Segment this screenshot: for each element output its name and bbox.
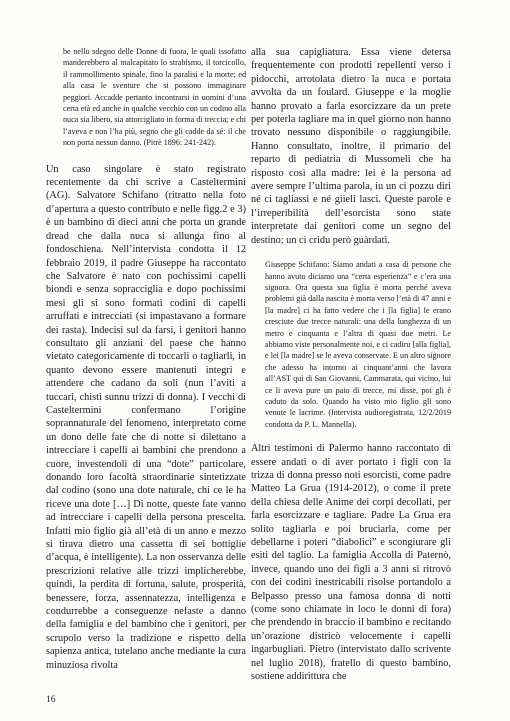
page-number: 16 bbox=[46, 695, 56, 705]
interview-excerpt: Giuseppe Schifano: Siamo andati a casa di persone che hanno avuto diciamo una “certa esperienza” e c’era una signora. Ora questa sua figlia è morta perché aveva problemi già dalla nascita è morta verso l’età di 47 anni e [la madre] ci ha fatto vedere che i [la figlia] le erano cresciute due trecce naturali: una della lunghezza di un metro e cinquanta e l’altra di quasi due metri. Le abbiamo viste personalmente noi, e ci cadiru [alla figlia], e lei [la madre] se le aveva conservate. E un altro signore che adesso ha intorno ai cinquant’anni che lavora all’AST qui di San Giovanni, Cammarata, qui vicino, lui ce li aveva pure un paio di trecce, mi disse, poi gli è caduto da solo. Quando ha visto mio figlio gli sono venute le lacrime. (Intervista audioregistrata, 12/2/2019 condotta da P. L. Mannella). bbox=[265, 260, 451, 429]
right-column bbox=[251, 46, 451, 684]
left-column bbox=[46, 46, 246, 672]
body-paragraph: Altri testimoni di Palermo hanno raccontato di essere andati o di aver portato i figli con la trizza di donna presso noti esorcisti, come padre Matteo La Grua (1914-2012), o come il prete della chiesa delle Anime dei corpi decollati, per farla esorcizzare e tagliare. Padre La Grua era solito tagliarla e poi bruciarla, come per debellarne i poteri “diabolici” e scongiurare gli esiti del taglio. La famiglia Accolla di Paternò, invece, quando uno dei figli a 3 anni si ritrovò con dei codini inestricabili risolse portandolo a Belpasso presso una famosa donna di notti (come sono chiamate in loco le donni di fora) che prendendo in braccio il bambino e recitando un’orazione districò velocemente i capelli ingarbugliati. Pietro (intervistato dallo scrivente nel luglio 2018), fratello di questo bambino, sostiene addirittura che bbox=[251, 443, 451, 683]
body-paragraph: Un caso singolare è stato registrato recentemente da chi scrive a Casteltermini (AG). Salvatore Schifano (ritratto nella foto d’apertura a questo contributo e nelle figg.2 e 3) è un bambino di dieci anni che porta un grande dread che dalla nuca si allunga fino al fondoschiena. Nell’intervista condotta il 12 febbraio 2019, il padre Giuseppe ha raccontato che Salvatore è nato con pochissimi capelli biondi e senza sopracciglia e dopo pochissimi mesi gli si sono formati codini di capelli arruffati e intrecciati (si impastavano a formare dei rasta). Indecisi sul da farsi, i genitori hanno consultato gli anziani del paese che hanno vietato categoricamente di toccarli o tagliarli, in quanto devono essere mantenuti integri e attendere che cadano da soli (nun l’aviti a tuccari, chisti sunnu trizzi di donna). I vecchi di Casteltermini confermano l’origine soprannaturale del fenomeno, interpretato come un dono delle fate che di notte si dilettano a intrecciare i capelli ai bambini che prendono a cuore, investendoli di una “dote” particolare, donando loro facoltà straordinarie sintetizzate dal codino (sono una dote naturale, chi ce le ha riceve una dote […] Di notte, queste fate vanno ad intrecciare i capelli della persona prescelta. Infatti mio figlio già all’età di un anno e mezzo si tirava dietro una cassetta di sei bottiglie d’acqua, è intelligente). La non osservanza delle prescrizioni relative alle trizzi implicherebbe, quindi, la perdita di fortuna, salute, prosperità, benessere, forza, assennatezza, intelligenza e condurrebbe a conseguenze nefaste a danno della famiglia e del bambino che i genitori, per scrupolo verso la tradizione e rispetto della sapienza antica, tutelano anche mediante la cura minuziosa rivolta bbox=[46, 163, 246, 671]
block-quote: be nello sdegno delle Donne di fuora, le quali issofatto manderebbero al malcapitato lo strabismo, il torcicollo, il rammollimento spinale, fino la paralisi e la morte; ed alla casa le sventure che si possono immaginare peggiori. Accadde pertanto incontrarsi in uomini d’una certa età ed anche in qualche vecchio con un codino alla nuca sia libero, sia attorcigliato in forma di treccia; e chi l’aveva e non l’ha più, segno che gli cadde da sé: il che non porta nessun danno. (Pitrè 1896: 241-242). bbox=[63, 47, 246, 148]
body-paragraph: alla sua capigliatura. Essa viene detersa frequentemente con prodotti repellenti verso i pidocchi, arrotolata dietro la nuca e portata avvolta da un foulard. Giuseppe e la moglie hanno provato a farla esorcizzare da un prete per poterla tagliare ma in quel giorno non hanno trovato nessuno disponibile o raggiungibile. Hanno consultato, inoltre, il primario del reparto di pediatria di Mussomeli che ha risposto così alla madre: lei è la persona ad avere sempre l’ultima parola, iu un ci pozzu diri né ci tagliassi e né giieli lasci. Queste parole e l’irreperibilità dell’esorcista sono state interpretate dai genitori come un segno del destino; un ci cridu però guàrdati. bbox=[251, 47, 451, 246]
